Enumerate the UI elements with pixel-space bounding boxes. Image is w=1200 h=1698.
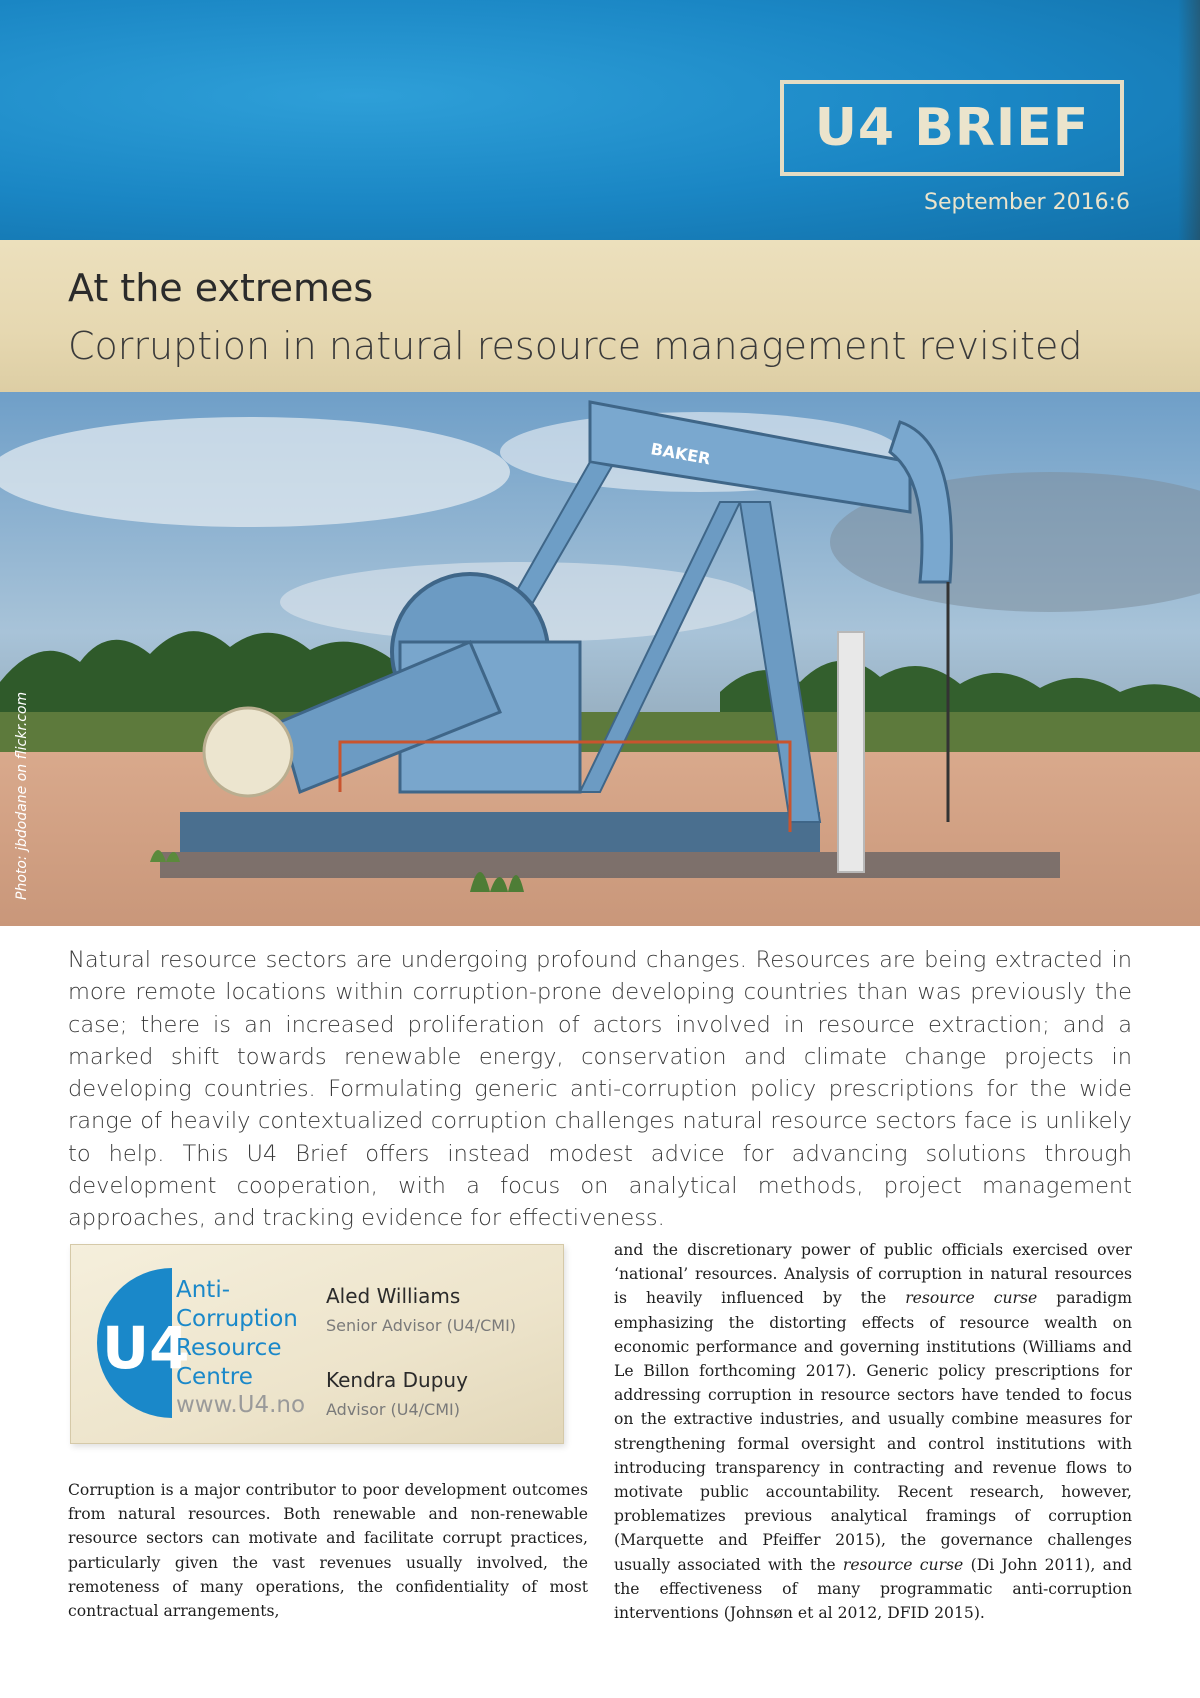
- org-website-link[interactable]: www.U4.no: [176, 1392, 306, 1418]
- brand-title: U4 BRIEF: [814, 98, 1090, 158]
- header-edge: [1178, 0, 1200, 240]
- brand-box: [780, 80, 1124, 176]
- org-line: Centre: [176, 1364, 253, 1390]
- body-emphasis: resource curse: [842, 1555, 964, 1574]
- org-line: Resource: [176, 1335, 282, 1361]
- org-line: Anti-: [176, 1277, 231, 1303]
- body-text: (Di John 2011), and the effectiveness of many programmatic anti-corruption interventions (Johnsøn et al 2012, DFID 2015).: [614, 1555, 1132, 1623]
- org-name: [176, 1276, 298, 1392]
- u4-logo-text: U4: [102, 1314, 190, 1382]
- author-role: Advisor (U4/CMI): [326, 1400, 460, 1419]
- pumpjack-illustration: [0, 392, 1200, 926]
- body-text: and the discretionary power of public officials exercised over ‘national’ resources. Analysis of corruption in natural resources is heavily influenced by the: [614, 1241, 1132, 1308]
- body-emphasis: resource curse: [905, 1289, 1038, 1308]
- body-column-right: [614, 1238, 1132, 1625]
- author-role: Senior Advisor (U4/CMI): [326, 1316, 517, 1335]
- body-column-left: Corruption is a major contributor to poor development outcomes from natural resources. Both renewable and non-renewable resource sectors can motivate and facilitate corrupt practices, particularly given the vast revenues usually involved, the remoteness of many operations, the confidentiality of most contractual arrangements,: [68, 1481, 588, 1621]
- title-band: [0, 240, 1200, 392]
- page-title: At the extremes: [68, 266, 374, 310]
- org-line: Corruption: [176, 1306, 298, 1332]
- photo-credit: Photo: jbdodane on flickr.com: [14, 691, 30, 900]
- author-name: Aled Williams: [326, 1284, 461, 1308]
- issue-date: September 2016:6: [924, 190, 1130, 215]
- author-name: Kendra Dupuy: [326, 1368, 468, 1392]
- cover-photo: [0, 392, 1200, 926]
- body-text: paradigm emphasizing the distorting effects of resource wealth on economic performance and governing institutions (Williams and Le Billon forthcoming 2017). Generic policy prescriptions for addressing corruption in resource sectors have tended to focus on the extractive industries, and usually combine measures for strengthening formal oversight and control institutions with introducing transparency in contracting and revenue flows to motivate public accountability. Recent research, however, problematizes previous analytical framings of corruption (Marquette and Pfeiffer 2015), the governance challenges usually associated with the: [614, 1289, 1132, 1574]
- page-subtitle: Corruption in natural resource management revisited: [68, 324, 1083, 368]
- lead-paragraph: Natural resource sectors are undergoing profound changes. Resources are being extracted in more remote locations within corruption-prone developing countries than was previously the case; there is an increased proliferation of actors involved in resource extraction; and a marked shift towards renewable energy, conservation and climate change projects in developing countries. Formulating generic anti-corruption policy prescriptions for the wide range of heavily contextualized corruption challenges natural resource sectors face is unlikely to help. This U4 Brief offers instead modest advice for advancing solutions through development cooperation, with a focus on analytical methods, project management approaches, and tracking evidence for effectiveness.: [68, 947, 1132, 1232]
- pumpjack-brand: BAKER: [649, 439, 712, 469]
